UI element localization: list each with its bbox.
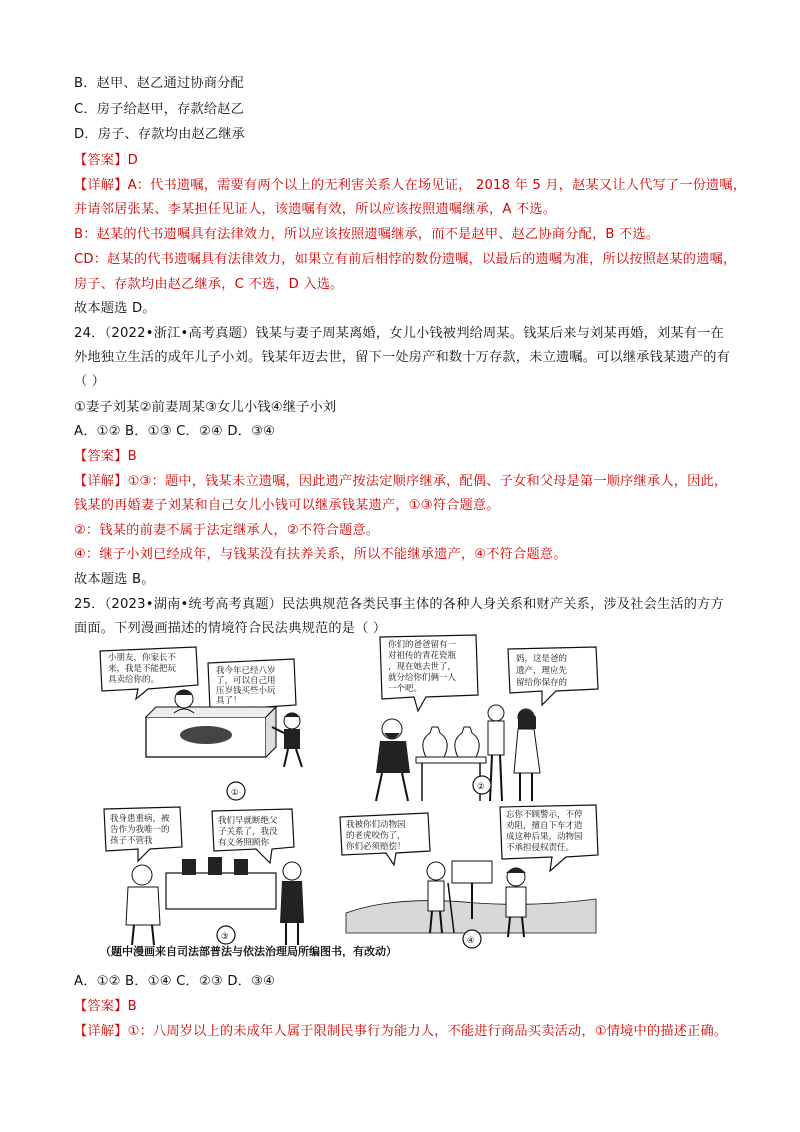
panel3-speech-2: 我们早就断绝父 — [218, 816, 278, 826]
svg-text:留给你保存的: 留给你保存的 — [516, 678, 568, 688]
explanation-line — [74, 1022, 762, 1042]
explanation-tag: 【详解】 — [74, 474, 128, 489]
answer-line — [74, 447, 762, 467]
explanation-line: ④：继子小刘已经成年，与钱某没有扶养关系，所以不能继承遗产，④不符合题意。 — [74, 547, 567, 562]
panel1-speech-1: 小朋友，你家长不 — [108, 653, 177, 663]
comic-caption: （题中漫画来自司法部普法与依法治理局所编图书，有改动） — [100, 945, 397, 957]
comic-panel-4 — [340, 805, 598, 948]
explanation-line: 钱某的再婚妻子刘某和自己女儿小钱可以继承钱某遗产，①③符合题意。 — [74, 498, 500, 513]
svg-text:具了！: 具了！ — [216, 696, 242, 706]
answer-value: B — [127, 449, 137, 464]
question-24: 24．（2022•浙江•高考真题）钱某与妻子周某离婚，女儿小钱被判给周某。钱某后来与刘某再婚，刘某有一在 — [74, 326, 724, 341]
explanation-line — [74, 472, 762, 492]
svg-text:，现在她去世了，: ，现在她去世了， — [388, 662, 457, 672]
svg-text:你们必须赔偿！: 你们必须赔偿！ — [346, 842, 406, 852]
panel2-speech-1: 你们的爸爸留有一 — [388, 640, 457, 650]
panel1-speech-2: 我今年已经八岁 — [216, 666, 276, 676]
explanation-line: 房子、存款均由赵乙继承，C 不选，D 入选。 — [74, 277, 344, 292]
explanation-line: ②：钱某的前妻不属于法定继承人，②不符合题意。 — [74, 523, 380, 538]
panel4-speech-1: 我被你们动物园 — [346, 820, 406, 830]
answer-tag: 【答案】 — [74, 449, 128, 464]
question-25-cont: 面面。下列漫画描述的情境符合民法典规范的是（ ） — [74, 621, 387, 636]
question-25: 25．（2023•湖南•统考高考真题）民法典规范各类民事主体的各种人身关系和财产关系，涉及社会生活的方方 — [74, 597, 724, 612]
option-b: B．赵甲、赵乙通过协商分配 — [74, 76, 244, 91]
explanation-text: ①：八周岁以上的未成年人属于限制民事行为能力人，不能进行商品买卖活动，①情境中的描述正确。 — [127, 1024, 728, 1039]
explanation-text: A：代书遗嘱，需要有两个以上的无利害关系人在场见证， 2018 年 5 月，赵某又让人代写了一份遗嘱， — [127, 178, 747, 193]
comic-panel-1 — [100, 647, 302, 800]
comic-figure — [96, 633, 604, 957]
question-24-bracket: （ ） — [74, 374, 106, 389]
svg-text:就分给你们俩一人: 就分给你们俩一人 — [388, 673, 457, 683]
svg-text:的老虎咬伤了，: 的老虎咬伤了， — [346, 831, 406, 841]
explanation-line: CD：赵某的代书遗嘱具有法律效力，如果立有前后相悖的数份遗嘱，以最后的遗嘱为准，所以按照赵某的遗嘱， — [74, 252, 737, 267]
explanation-line: 并请邻居张某、李某担任见证人，该遗嘱有效，所以应该按照遗嘱继承，A 不选。 — [74, 202, 557, 217]
question-25-options: A．①② B．①④ C．②③ D．③④ — [74, 974, 276, 989]
explanation-line — [74, 176, 762, 196]
panel3-speech-1: 我身患重病，被 — [110, 814, 170, 824]
svg-text:压岁钱买些小玩: 压岁钱买些小玩 — [216, 686, 276, 696]
comic-panel-2 — [376, 635, 598, 801]
question-24-items: ①妻子刘某②前妻周某③女儿小钱④继子小刘 — [74, 400, 337, 415]
answer-value: D — [127, 153, 138, 168]
panel2-speech-2: 妈，这是爸的 — [516, 654, 568, 664]
question-24-options: A．①② B．①③ C．②④ D．③④ — [74, 424, 276, 439]
panel3-number: ③ — [221, 932, 229, 942]
svg-text:成这种后果，动物园: 成这种后果，动物园 — [506, 832, 583, 842]
svg-text:一个吧。: 一个吧。 — [388, 684, 423, 694]
explanation-line: B：赵某的代书遗嘱具有法律效力，所以应该按照遗嘱继承，而不是赵甲、赵乙协商分配，B 不选。 — [74, 227, 660, 242]
answer-line — [74, 151, 762, 171]
option-d: D．房子、存款均由赵乙继承 — [74, 127, 246, 142]
svg-text:劝阻，擅自下车才造: 劝阻，擅自下车才造 — [506, 821, 583, 831]
conclusion-line: 故本题选 B。 — [74, 572, 155, 587]
svg-text:告作为我唯一的: 告作为我唯一的 — [110, 825, 170, 835]
panel1-number: ① — [231, 788, 239, 798]
svg-text:遗产，理应先: 遗产，理应先 — [516, 666, 568, 676]
question-24-cont: 外地独立生活的成年儿子小刘。钱某年迈去世，留下一处房产和数十万存款，未立遗嘱。可以继承钱某遗产的有 — [74, 350, 730, 365]
svg-text:来，我是不能把玩: 来，我是不能把玩 — [108, 664, 177, 674]
comic-panel-3 — [104, 807, 304, 945]
panel2-number: ② — [477, 782, 485, 792]
svg-text:对祖传的青花瓷瓶: 对祖传的青花瓷瓶 — [388, 651, 457, 661]
explanation-text: ①③：题中，钱某未立遗嘱，因此遗产按法定顺序继承，配偶、子女和父母是第一顺序继承人，因此， — [127, 474, 728, 489]
svg-text:子关系了，我没: 子关系了，我没 — [218, 827, 278, 837]
option-c: C．房子给赵甲，存款给赵乙 — [74, 102, 245, 117]
comic-svg — [96, 633, 604, 957]
svg-text:具卖给你的。: 具卖给你的。 — [108, 675, 160, 685]
answer-tag: 【答案】 — [74, 999, 128, 1014]
conclusion-line: 故本题选 D。 — [74, 301, 156, 316]
explanation-tag: 【详解】 — [74, 178, 128, 193]
explanation-tag: 【详解】 — [74, 1024, 128, 1039]
svg-text:不承担侵权责任。: 不承担侵权责任。 — [506, 843, 575, 853]
svg-text:了，可以自己用: 了，可以自己用 — [216, 676, 276, 686]
answer-line — [74, 997, 762, 1017]
panel4-number: ④ — [467, 936, 475, 946]
svg-text:有义务照顾你: 有义务照顾你 — [218, 838, 270, 848]
panel4-speech-2: 忘你不顾警示，不停 — [506, 810, 583, 820]
answer-tag: 【答案】 — [74, 153, 128, 168]
answer-value: B — [127, 999, 137, 1014]
svg-text:孩子不管我: 孩子不管我 — [110, 836, 153, 846]
